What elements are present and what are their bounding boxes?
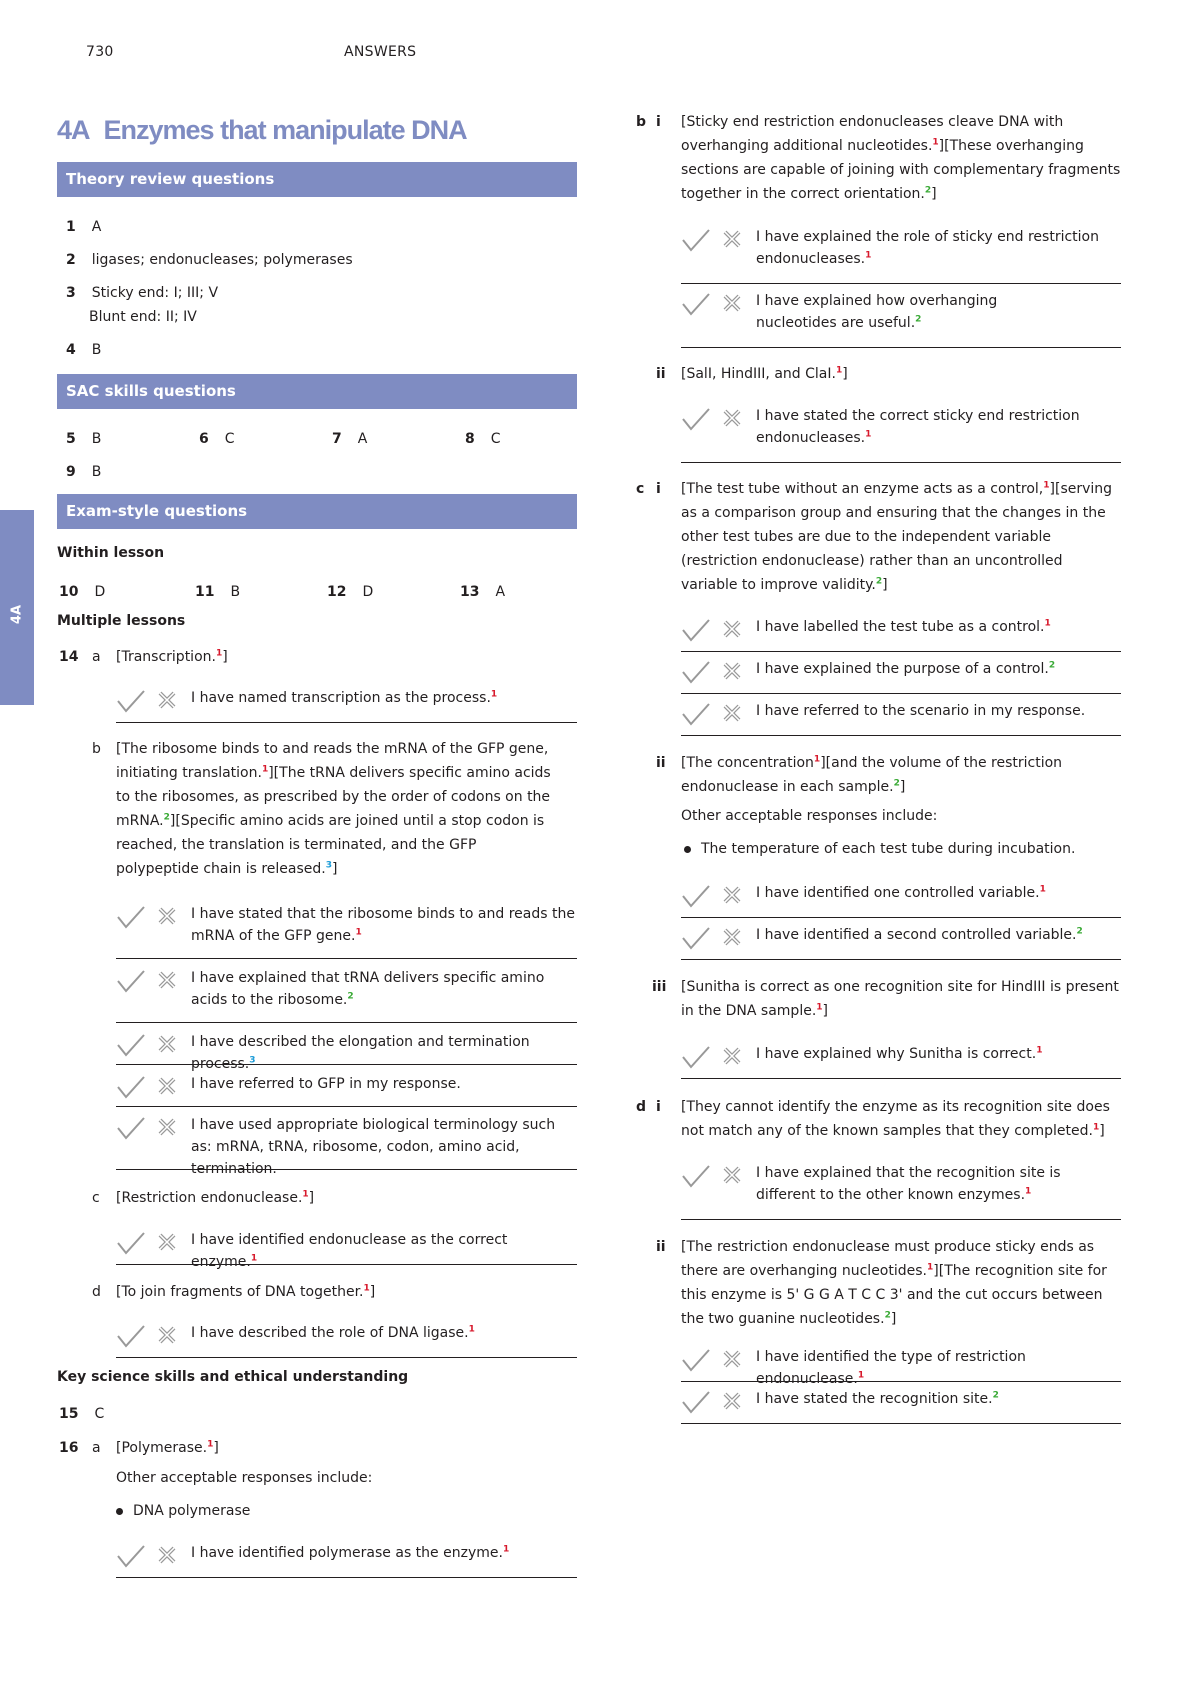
q14a-answer: [Transcription.$^1$]	[116, 648, 228, 665]
checklist-item: I have described the elongation and termination process.$^3$	[116, 1031, 577, 1065]
q14cii-other: Other acceptable responses include:	[681, 808, 938, 824]
checklist-item: I have labelled the test tube as a control.$^1$	[681, 616, 1121, 652]
q14a-label: a	[92, 649, 101, 665]
q16a-answer: [Polymerase.$^1$]	[116, 1439, 219, 1456]
sac-q7: 7 A	[332, 431, 368, 447]
sac-q9: 9 B	[66, 464, 102, 480]
q14cii-bullet: The temperature of each test tube during incubation.	[684, 837, 1075, 861]
key-science-skills-label: Key science skills and ethical understanding	[57, 1369, 409, 1385]
bullet-icon	[116, 1508, 123, 1515]
sac-skills-heading: SAC skills questions	[57, 374, 577, 409]
running-header: ANSWERS	[344, 44, 417, 60]
q14cii-answer: [The concentration$^1$][and the volume of the restriction endonuclease in each sample.$^2$]	[681, 754, 1063, 795]
checklist-item: I have identified a second controlled variable.$^2$	[681, 924, 1121, 960]
check-cross-icon	[681, 226, 749, 254]
checklist-item: I have identified endonuclease as the correct enzyme.$^1$	[116, 1229, 577, 1265]
q14di-sub: i	[656, 1099, 661, 1115]
sac-q8: 8 C	[465, 431, 501, 447]
q14cii-sub: ii	[656, 755, 666, 771]
q14dii-answer: [The restriction endonuclease must produce sticky ends as there are overhanging nucleotides.$^1$][The recognition site for this enzyme is 5' G G A T C C 3' and the cut occurs between the two guanine nucleotides.$^2$]	[681, 1239, 1107, 1327]
checklist-item: I have explained how overhanging nucleotides are useful.$^2$	[681, 290, 1121, 348]
checklist-item: I have explained why Sunitha is correct.$^1$	[681, 1043, 1121, 1079]
check-cross-icon	[116, 1542, 184, 1570]
theory-q4: 4 B	[66, 342, 102, 358]
q15: 15 C	[59, 1406, 105, 1422]
q14ci-sub: i	[656, 481, 661, 497]
check-cross-icon	[116, 903, 184, 931]
theory-q2: 2 ligases; endonucleases; polymerases	[66, 252, 353, 268]
exam-q13: 13 A	[460, 584, 506, 600]
theory-q1: 1 A	[66, 219, 102, 235]
q14c-answer: [Restriction endonuclease.$^1$]	[116, 1189, 315, 1206]
checklist-item: I have explained the role of sticky end restriction endonucleases.$^1$	[681, 226, 1121, 284]
q14b-label: b	[92, 741, 101, 757]
check-cross-icon	[116, 687, 184, 715]
check-cross-icon	[116, 967, 184, 995]
checklist-item: I have identified the type of restriction endonuclease.$^1$	[681, 1346, 1121, 1382]
checklist-item: I have named transcription as the process.$^1$	[116, 687, 577, 723]
checklist-item: I have identified polymerase as the enzyme.$^1$	[116, 1542, 577, 1578]
check-cross-icon	[681, 658, 749, 686]
checklist-item: I have explained that the recognition site is different to the other known enzymes.$^1$	[681, 1162, 1121, 1220]
q14bi-sub: i	[656, 114, 661, 130]
exam-q10: 10 D	[59, 584, 106, 600]
q14c-right-label: c	[636, 481, 645, 497]
q14d-answer: [To join fragments of DNA together.$^1$]	[116, 1283, 376, 1300]
checklist-item: I have described the role of DNA ligase.$^1$	[116, 1322, 577, 1358]
checklist-item: I have stated the recognition site.$^2$	[681, 1388, 1121, 1424]
check-cross-icon	[681, 1346, 749, 1374]
multiple-lessons-label: Multiple lessons	[57, 613, 186, 629]
exam-q12: 12 D	[327, 584, 374, 600]
q14di-answer: [They cannot identify the enzyme as its recognition site does not match any of the known samples that they completed.$^1$]	[681, 1099, 1110, 1139]
checklist-item: I have explained the purpose of a control.$^2$	[681, 658, 1121, 694]
check-cross-icon	[681, 405, 749, 433]
checklist-item: I have explained that tRNA delivers specific amino acids to the ribosome.$^2$	[116, 967, 577, 1023]
lesson-title	[57, 115, 467, 146]
q16a-other: Other acceptable responses include:	[116, 1470, 373, 1486]
checklist-item: I have used appropriate biological terminology such as: mRNA, tRNA, ribosome, codon, amino acid, termination.	[116, 1114, 577, 1170]
checklist-item: I have stated the correct sticky end restriction endonucleases.$^1$	[681, 405, 1121, 463]
q14bii-sub: ii	[656, 366, 666, 382]
q14ciii-sub: iii	[652, 979, 667, 995]
check-cross-icon	[681, 924, 749, 952]
q14-number: 14	[59, 649, 79, 665]
check-cross-icon	[116, 1073, 184, 1101]
checklist-item: I have identified one controlled variable.$^1$	[681, 882, 1121, 918]
check-cross-icon	[681, 616, 749, 644]
lesson-code: 4A	[57, 115, 90, 145]
lesson-side-tab: 4A	[0, 510, 34, 705]
q14d-label: d	[92, 1284, 101, 1300]
q14b-right-label: b	[636, 114, 647, 130]
q16a-bullet: DNA polymerase	[116, 1499, 250, 1523]
exam-style-heading: Exam-style questions	[57, 494, 577, 529]
checklist-item: I have stated that the ribosome binds to and reads the mRNA of the GFP gene.$^1$	[116, 903, 577, 959]
check-cross-icon	[681, 700, 749, 728]
exam-q11: 11 B	[195, 584, 241, 600]
check-cross-icon	[681, 1162, 749, 1190]
q14d-right-label: d	[636, 1099, 647, 1115]
q16-number: 16	[59, 1440, 79, 1456]
q14bi-answer: [Sticky end restriction endonucleases cleave DNA with overhanging additional nucleotides.$^1$][These overhanging sections are capable of joining with complementary fragments together in the correct orientation.$^2$]	[681, 114, 1121, 202]
check-cross-icon	[681, 1388, 749, 1416]
checklist-item: I have referred to GFP in my response.	[116, 1073, 577, 1107]
theory-review-heading: Theory review questions	[57, 162, 577, 197]
page-number: 730	[86, 44, 114, 60]
bullet-icon	[684, 846, 691, 853]
check-cross-icon	[116, 1322, 184, 1350]
check-cross-icon	[116, 1031, 184, 1059]
lesson-name: Enzymes that manipulate DNA	[103, 115, 467, 145]
q14c-label: c	[92, 1190, 100, 1206]
q16a-label: a	[92, 1440, 101, 1456]
q14dii-sub: ii	[656, 1239, 666, 1255]
q14ci-answer: [The test tube without an enzyme acts as a control,$^1$][serving as a comparison group and ensuring that the changes in the other test tubes are due to the independent variable (restriction endonuclease) rather than an uncontrolled variable to improve validity.$^2$]	[681, 480, 1113, 593]
theory-q3-blunt: Blunt end: II; IV	[89, 309, 197, 325]
q14ciii-answer: [Sunitha is correct as one recognition site for HindIII is present in the DNA sample.$^1$]	[681, 979, 1119, 1019]
q14bii-answer: [SalI, HindIII, and ClaI.$^1$]	[681, 365, 848, 382]
check-cross-icon	[681, 882, 749, 910]
check-cross-icon	[681, 1043, 749, 1071]
theory-q3: 3 Sticky end: I; III; V	[66, 285, 219, 301]
check-cross-icon	[116, 1114, 184, 1142]
check-cross-icon	[116, 1229, 184, 1257]
sac-q6: 6 C	[199, 431, 235, 447]
within-lesson-label: Within lesson	[57, 545, 165, 561]
sac-q5: 5 B	[66, 431, 102, 447]
q14b-answer: [The ribosome binds to and reads the mRNA of the GFP gene, initiating translation.$^1$][The tRNA delivers specific amino acids to the ribosomes, as prescribed by the order of codons on the mRNA.$^2$][Specific amino acids are joined until a stop codon is reached, the translation is terminated, and the GFP polypeptide chain is released.$^3$]	[116, 741, 551, 877]
check-cross-icon	[681, 290, 749, 318]
checklist-item: I have referred to the scenario in my response.	[681, 700, 1121, 736]
